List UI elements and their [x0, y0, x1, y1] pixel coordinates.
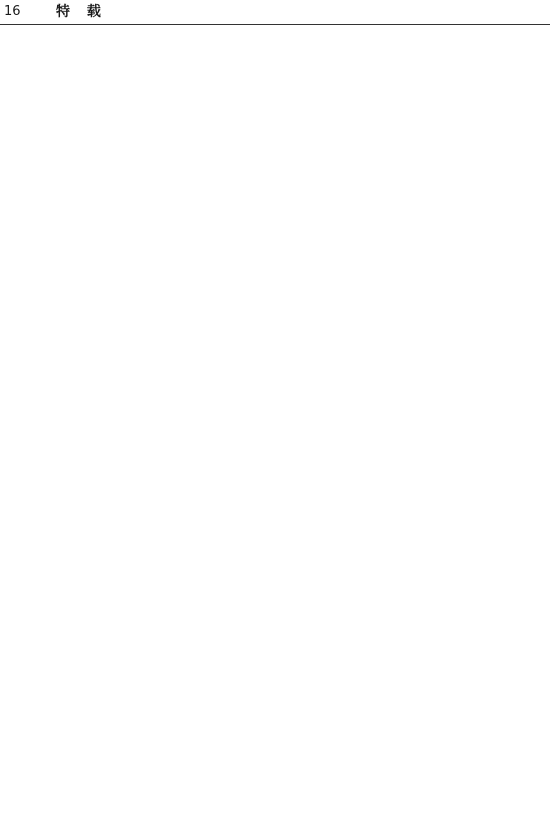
running-header	[0, 0, 550, 24]
page-number: 16	[4, 4, 21, 19]
left-text-column	[4, 34, 268, 830]
right-text-column	[284, 34, 546, 830]
section-title: 特 载	[56, 4, 107, 20]
header-rule	[0, 24, 550, 25]
